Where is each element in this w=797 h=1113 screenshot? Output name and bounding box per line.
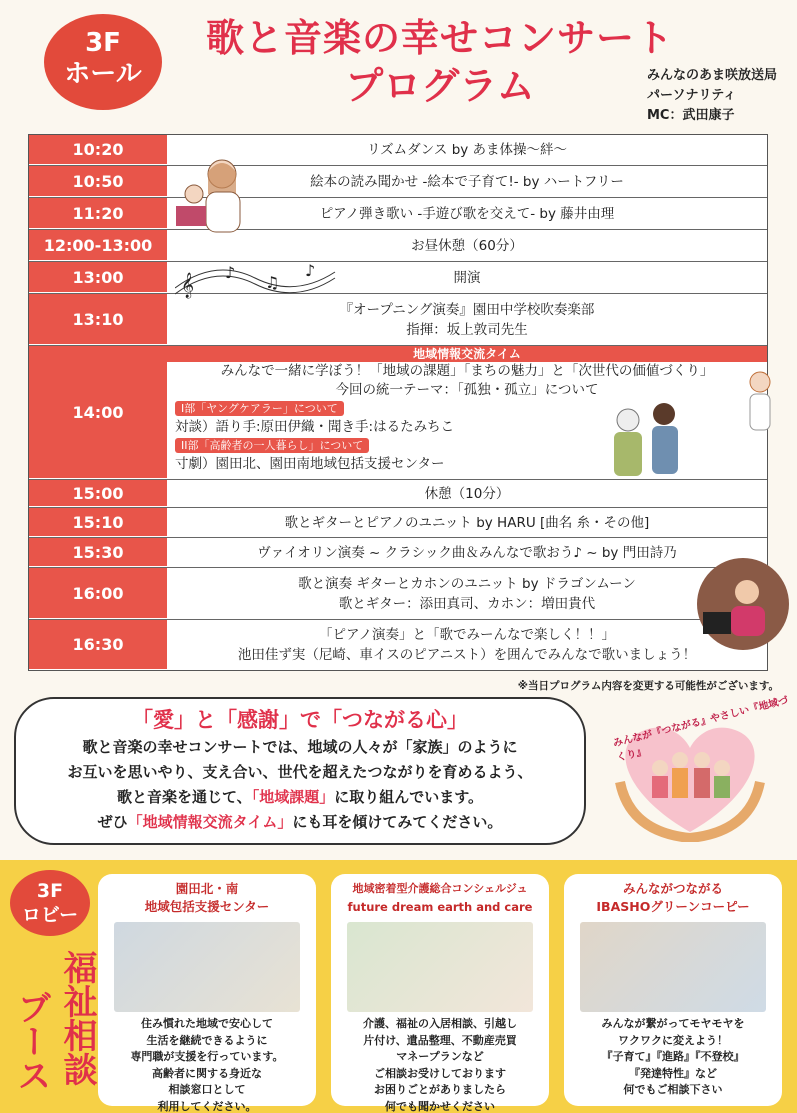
message-line: お互いを思いやり、支え合い、世代を超えたつながりを育めるよう、 — [67, 763, 533, 781]
vertical-title-col1: 福祉相談 — [57, 950, 97, 1086]
mc-line: パーソナリティ — [646, 88, 737, 103]
program-text: 歌と演奏 ギターとカホンのユニット by ドラゴンムーン — [298, 575, 636, 592]
card-photo — [580, 922, 766, 1012]
card-photo — [114, 922, 300, 1012]
page-title — [160, 14, 720, 110]
program-time: 13:00 — [29, 262, 167, 293]
mc-info — [647, 66, 777, 126]
program-text: 寸劇）園田北、園田南地域包括支援センター — [175, 455, 445, 472]
card-subtitle: future dream earth and care — [347, 900, 533, 914]
program-time: 13:10 — [29, 294, 167, 345]
vertical-title-col2: ブース — [11, 990, 51, 1092]
program-row — [29, 568, 767, 620]
caregiver-illustration-icon — [600, 368, 780, 486]
pianist-photo — [695, 556, 791, 652]
program-row — [29, 508, 767, 538]
program-time: 10:20 — [29, 135, 167, 165]
booth-card-center: 園田北・南 地域包括支援センター 住み慣れた地域で安心して 生活を継続できるように 専門職が支援を行っています。 高齢者に関する身近な 相談窓口として 利用してください。 — [98, 874, 316, 1106]
program-text: 開演 — [453, 269, 481, 286]
change-notice: ※当日プログラム内容を変更する可能性がございます。 — [517, 680, 779, 692]
part2-tag: II部「高齢者の一人暮らし」について — [175, 438, 369, 453]
program-text: ヴァイオリン演奏 ~ クラシック曲＆みんなで歌おう♪ ~ by 門田詩乃 — [257, 544, 677, 561]
svg-text:♪: ♪ — [225, 263, 236, 282]
program-time: 10:50 — [29, 166, 167, 197]
booth-card-ibasho: みんながつながる IBASHOグリーンコーピー みんなが繋がってモヤモヤを ワクワクに変えよう！ 『子育て』『進路』『不登校』 『発達特性』など 何でもご相談下さい — [564, 874, 782, 1106]
message-line: 歌と音楽の幸せコンサートでは、地域の人々が「家族」のように — [82, 738, 518, 756]
program-text: お昼休憩（60分） — [411, 237, 523, 254]
program-time: 16:00 — [29, 568, 167, 619]
program-time: 15:00 — [29, 480, 167, 507]
program-text: 対談）語り手:原田伊織・聞き手:はるたみちこ — [175, 418, 455, 435]
program-row — [29, 620, 767, 670]
program-text: 『オープニング演奏』園田中学校吹奏楽部 — [339, 301, 595, 318]
music-notes-icon — [175, 258, 340, 306]
program-text: 「ピアノ演奏」と「歌でみーんなで楽しく！！」 — [319, 627, 615, 643]
mc-line: みんなのあま咲放送局 — [646, 68, 777, 83]
message-line: ぜひ「地域情報交流タイム」にも耳を傾けてみてください。 — [97, 813, 503, 831]
program-text: ピアノ弾き歌い -手遊び歌を交えて- by 藤井由理 — [319, 205, 615, 222]
program-row — [29, 166, 767, 198]
program-text: 今回の統一テーマ：「孤独・孤立」について — [335, 381, 599, 398]
card-title: 地域密着型介護総合コンシェルジュ — [352, 882, 528, 895]
program-time: 14:00 — [29, 346, 167, 479]
program-time: 15:30 — [29, 538, 167, 567]
hall-badge — [44, 14, 162, 110]
title-line-1: 歌と音楽の幸せコンサート — [205, 16, 674, 60]
exchange-band: 地域情報交流タイム — [167, 346, 767, 362]
program-text: 休憩（10分） — [424, 485, 510, 502]
program-row — [29, 198, 767, 230]
program-row — [29, 262, 767, 294]
message-heading: 「愛」と「感謝」で「つながる心」 — [132, 708, 468, 732]
reading-mother-icon — [170, 154, 250, 238]
card-photo — [347, 922, 533, 1012]
card-title: 園田北・南 — [175, 881, 239, 896]
svg-text:♫: ♫ — [265, 273, 280, 292]
title-line-2: プログラム — [345, 64, 535, 108]
program-time: 15:10 — [29, 508, 167, 537]
program-row — [29, 294, 767, 346]
booth-card-concierge: 地域密着型介護総合コンシェルジュ future dream earth and care 介護、福祉の入居相談、引越し 片付け、遺品整理、不動産売買 マネープランなど ご相談お受けしております お困りごとがありましたら 何でも聞かせください — [331, 874, 549, 1106]
program-text: みんなで一緒に学ぼう！「地域の課題」「まちの魅力」と「次世代の価値づくり」 — [220, 363, 714, 379]
badge-floor: 3F — [85, 28, 121, 58]
card-title: みんながつながる — [622, 881, 723, 896]
card-subtitle: IBASHOグリーンコーピー — [596, 899, 750, 914]
heart-caption: みんなが『つながる』やさしい『地域づくり』 — [612, 695, 790, 764]
message-box — [14, 697, 586, 845]
program-text: 指揮：坂上敦司先生 — [406, 321, 528, 338]
program-row — [29, 538, 767, 568]
program-text: 絵本の読み聞かせ -絵本で子育て!- by ハートフリー — [310, 173, 624, 190]
part1-tag: I部「ヤングケアラー」について — [175, 401, 344, 416]
program-text: 歌とギター：添田真司、カホン：増田貴代 — [338, 595, 596, 612]
program-time: 11:20 — [29, 198, 167, 229]
program-text: 池田佳ず実（尼崎、車イスのピアニスト）を囲んでみんなで歌いましょう！ — [237, 647, 697, 663]
svg-text:𝄞: 𝄞 — [181, 273, 195, 298]
program-text: 歌とギターとピアノのユニット by HARU [曲名 糸・その他] — [284, 514, 650, 531]
lobby-badge: 3F ロビー — [10, 870, 90, 936]
mc-line: MC：武田康子 — [646, 108, 735, 123]
program-row — [29, 230, 767, 262]
program-time: 12:00-13:00 — [29, 230, 167, 261]
program-time: 16:30 — [29, 620, 167, 670]
card-subtitle: 地域包括支援センター — [144, 899, 270, 914]
badge-place: ホール — [64, 59, 142, 89]
svg-text:♪: ♪ — [305, 261, 316, 280]
program-row — [29, 135, 767, 166]
message-line: 歌と音楽を通じて、「地域課題」に取り組んでいます。 — [116, 788, 484, 806]
program-text: リズムダンス by あま体操～絆～ — [366, 142, 568, 158]
